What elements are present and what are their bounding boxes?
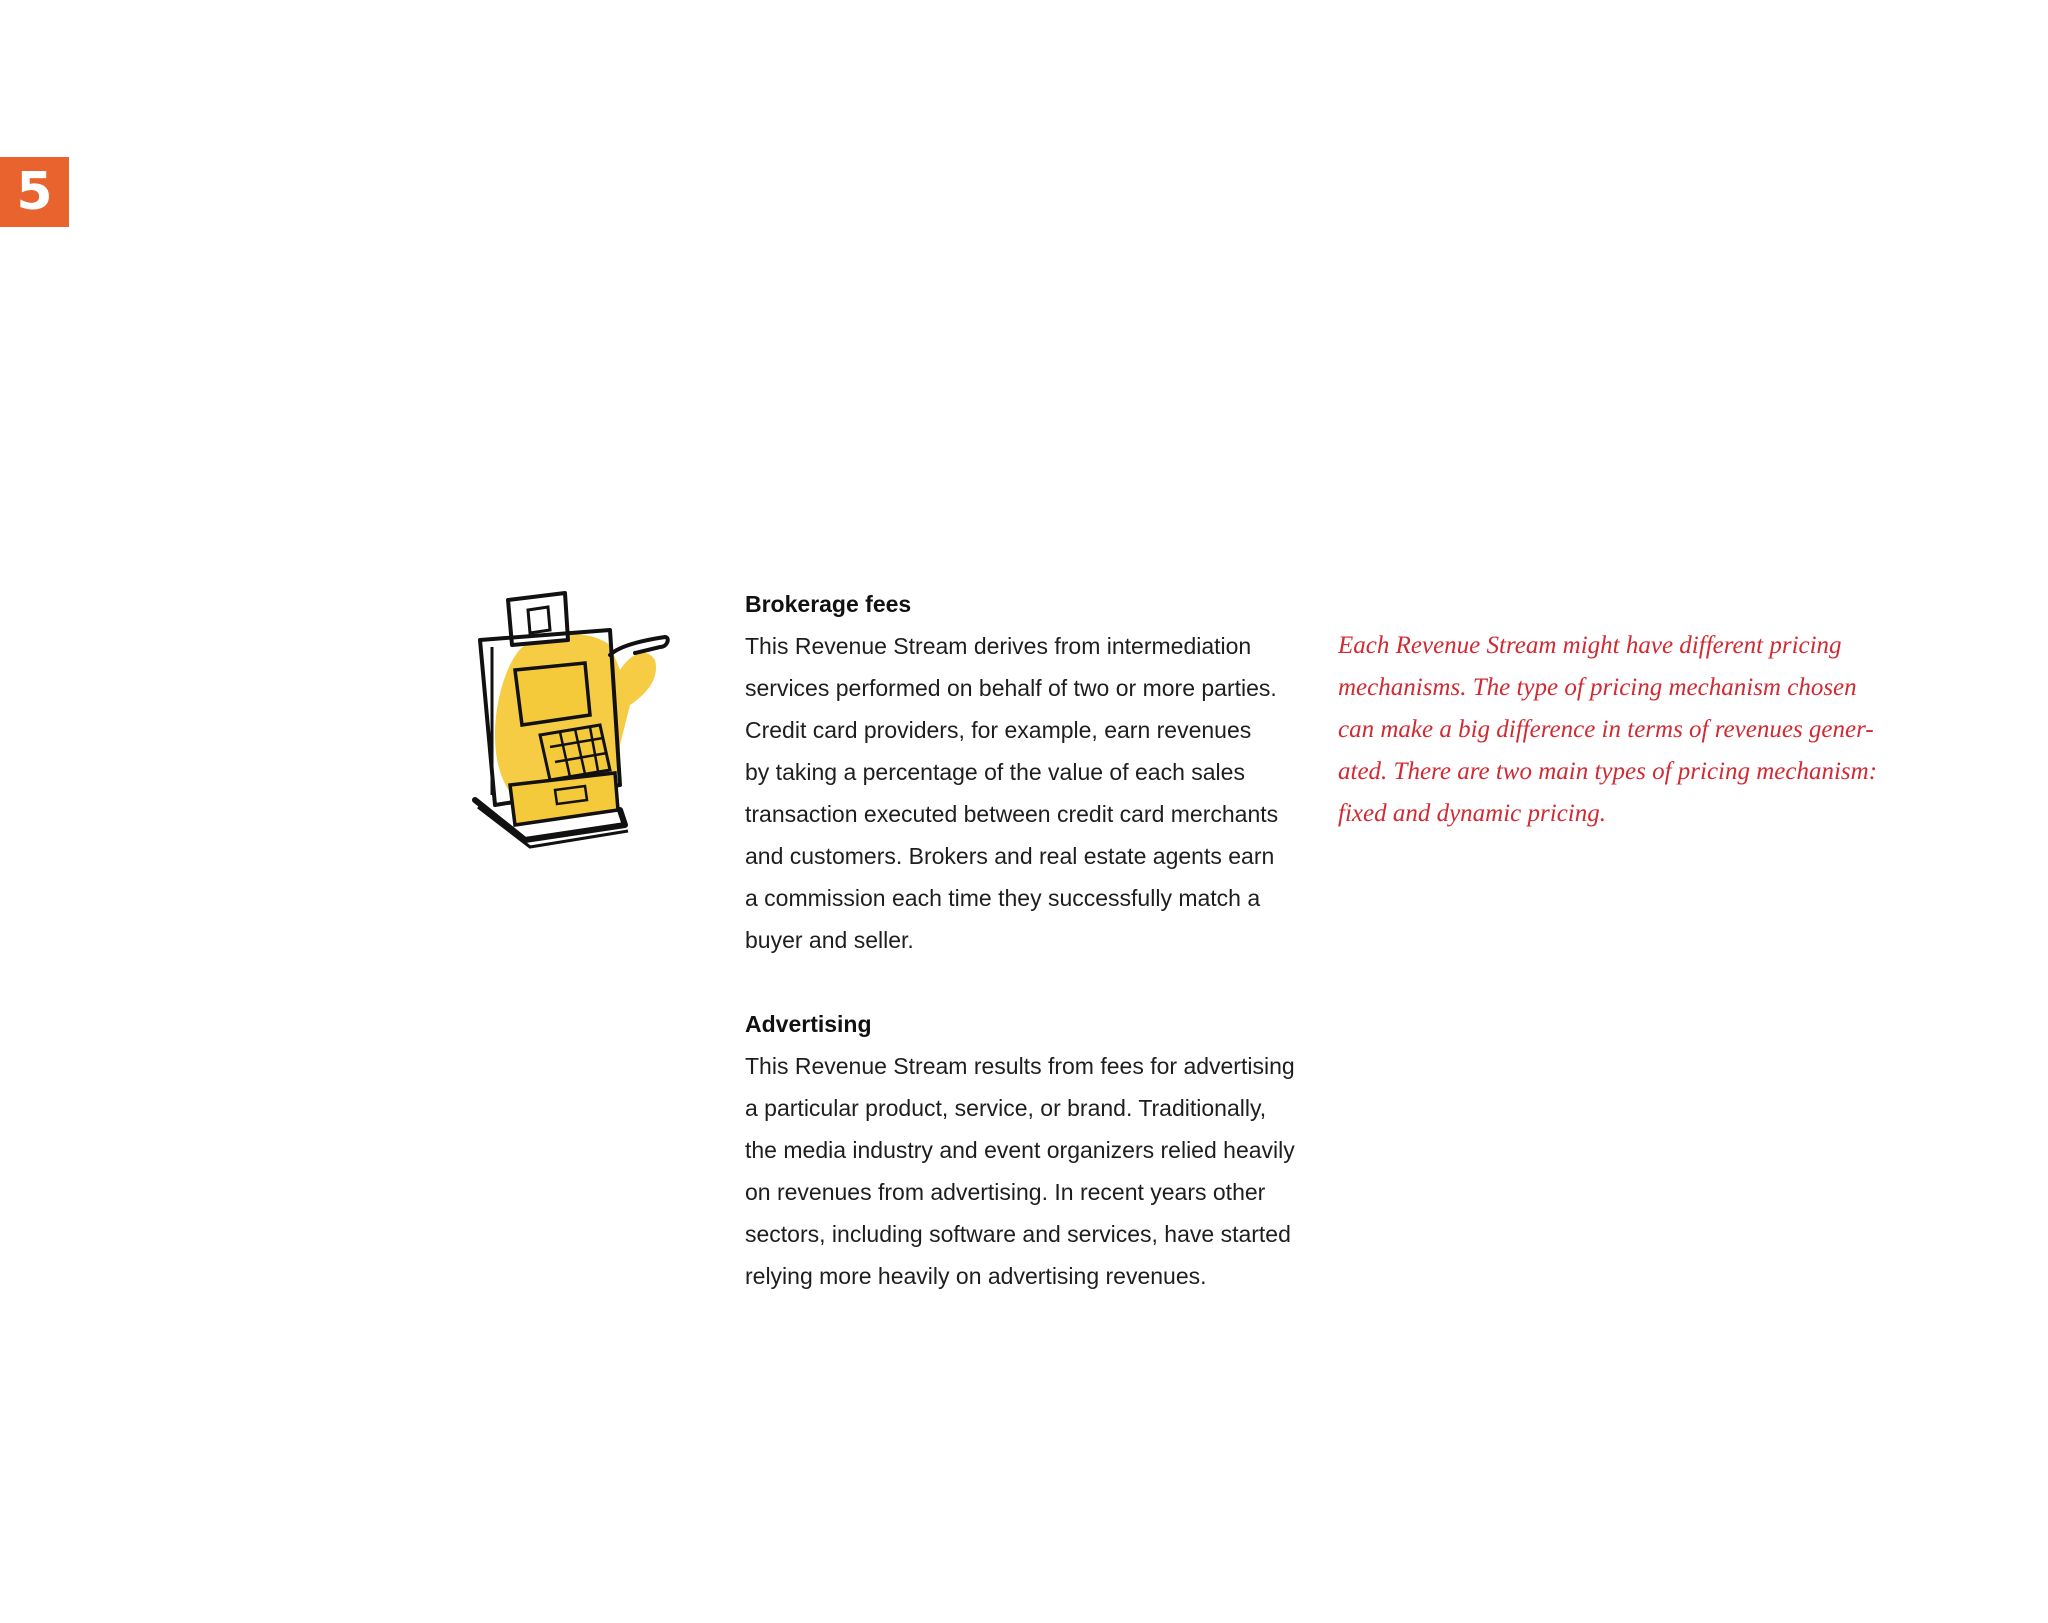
body-line: buyer and seller. xyxy=(745,927,914,953)
body-line: on revenues from advertising. In recent years other xyxy=(745,1179,1266,1205)
side-note xyxy=(1338,625,1898,835)
body-line: This Revenue Stream derives from intermediation xyxy=(745,633,1252,659)
section-advertising xyxy=(745,1003,1305,1297)
body-line: transaction executed between credit card merchants xyxy=(745,801,1279,827)
note-line: can make a big difference in terms of revenues gener- xyxy=(1338,716,1874,743)
body-line: and customers. Brokers and real estate agents earn xyxy=(745,843,1275,869)
note-line: fixed and dynamic pricing. xyxy=(1338,800,1606,827)
body-line: a particular product, service, or brand. Traditionally, xyxy=(745,1095,1267,1121)
body-line: Credit card providers, for example, earn revenues xyxy=(745,717,1252,743)
note-line: Each Revenue Stream might have different pricing xyxy=(1338,632,1842,659)
body-line: relying more heavily on advertising revenues. xyxy=(745,1263,1207,1289)
note-line: ated. There are two main types of pricing mechanism: xyxy=(1338,758,1878,785)
main-text-column xyxy=(745,583,1305,1297)
body-line: This Revenue Stream results from fees for advertising xyxy=(745,1053,1295,1079)
cash-register-icon xyxy=(470,585,670,850)
body-line: sectors, including software and services, have started xyxy=(745,1221,1291,1247)
page-number-tab: 5 xyxy=(0,157,69,227)
body-line: the media industry and event organizers relied heavily xyxy=(745,1137,1295,1163)
section-heading: Brokerage fees xyxy=(745,591,912,617)
note-line: mechanisms. The type of pricing mechanism chosen xyxy=(1338,674,1857,701)
section-heading: Advertising xyxy=(745,1011,872,1037)
section-brokerage-fees xyxy=(745,583,1305,961)
body-line: a commission each time they successfully match a xyxy=(745,885,1261,911)
body-line: by taking a percentage of the value of each sales xyxy=(745,759,1245,785)
body-line: services performed on behalf of two or more parties. xyxy=(745,675,1277,701)
